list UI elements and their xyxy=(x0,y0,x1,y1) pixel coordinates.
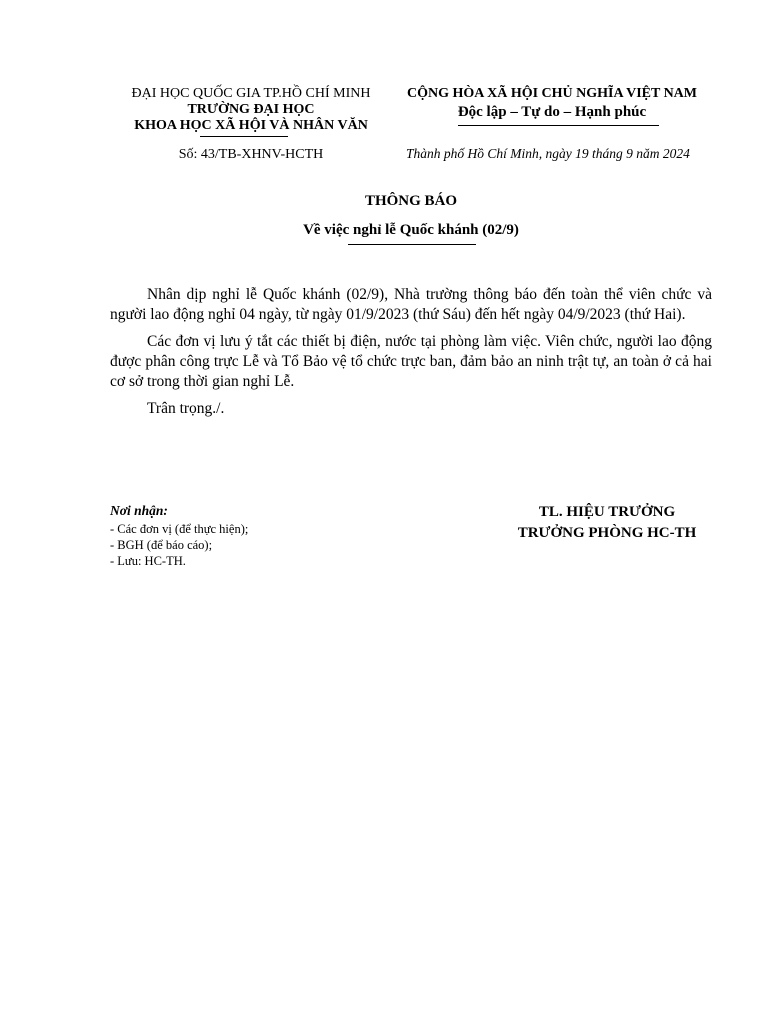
motto-underline xyxy=(458,125,659,126)
recipients-title: Nơi nhận: xyxy=(110,503,168,518)
closing-line: Trân trọng./. xyxy=(147,400,225,417)
organization-underline xyxy=(200,136,288,137)
national-header-block xyxy=(392,86,712,122)
notice-title: THÔNG BÁO xyxy=(364,193,458,209)
notice-body xyxy=(110,285,712,426)
body-paragraph: Các đơn vị lưu ý tắt các thiết bị điện, nước tại phòng làm việc. Viên chức, người lao động được phân công trực Lễ và Tổ Bảo vệ tổ chức trực ban, đảm bảo an ninh trật tự, an toàn ở cả hai cơ sở trong thời gian nghỉ Lễ. xyxy=(110,333,712,390)
nation-name: CỘNG HÒA XÃ HỘI CHỦ NGHĨA VIỆT NAM xyxy=(406,86,697,101)
faculty-name: KHOA HỌC XÃ HỘI VÀ NHÂN VĂN xyxy=(134,118,368,133)
subtitle-underline xyxy=(348,244,476,245)
document-number: Số: 43/TB-XHNV-HCTH xyxy=(178,147,324,162)
recipient-item: - BGH (để báo cáo); xyxy=(110,538,213,552)
body-paragraph: Nhân dịp nghỉ lễ Quốc khánh (02/9), Nhà trường thông báo đến toàn thể viên chức và người lao động nghỉ 04 ngày, từ ngày 01/9/2023 (thứ Sáu) đến hết ngày 04/9/2023 (thứ Hai). xyxy=(110,286,712,323)
signature-block xyxy=(492,502,722,544)
recipient-item: - Các đơn vị (để thực hiện); xyxy=(110,522,249,536)
notice-subtitle: Về việc nghỉ lễ Quốc khánh (02/9) xyxy=(303,222,519,238)
recipient-item: - Lưu: HC-TH. xyxy=(110,554,186,568)
signatory-title: TRƯỞNG PHÒNG HC-TH xyxy=(517,525,697,541)
university-name: TRƯỜNG ĐẠI HỌC xyxy=(187,102,315,117)
national-motto: Độc lập – Tự do – Hạnh phúc xyxy=(457,104,647,120)
issue-date: Thành phố Hồ Chí Minh, ngày 19 tháng 9 năm 2024 xyxy=(406,146,690,161)
recipients-block xyxy=(110,503,410,569)
issuing-organization-block xyxy=(110,86,392,134)
parent-organization: ĐẠI HỌC QUỐC GIA TP.HỒ CHÍ MINH xyxy=(131,86,371,101)
signatory-authority: TL. HIỆU TRƯỞNG xyxy=(538,504,676,520)
